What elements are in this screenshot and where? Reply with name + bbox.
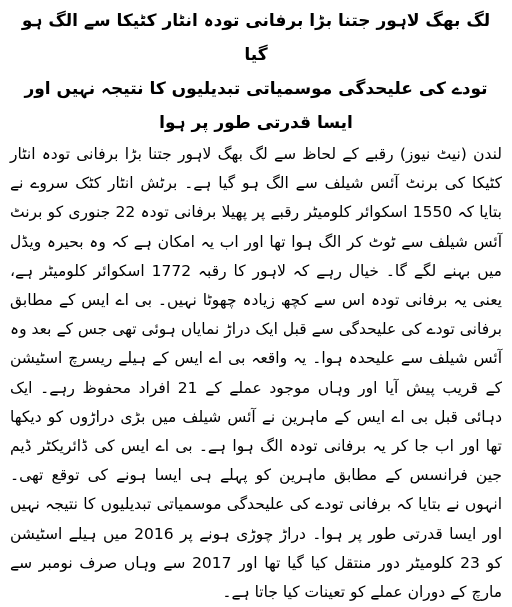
headline-secondary: تودے کی علیحدگی موسمیاتی تبدیلیوں کا نتیجہ نہیں اور ایسا قدرتی طور پر ہوا <box>24 79 488 133</box>
headline-primary: لگ بھگ لاہور جتنا بڑا برفانی تودہ انٹار کٹیکا سے الگ ہو گیا <box>21 11 491 65</box>
article-body: لندن (نیٹ نیوز) رقبے کے لحاظ سے لگ بھگ لاہور جتنا بڑا برفانی تودہ انٹار کٹیکا کی برنٹ آئس شیلف سے الگ ہو گیا ہے۔ برٹش انٹار کٹک سروے نے بتایا کہ 1550 اسکوائر کلومیٹر رقبے پر پھیلا برفانی تودہ 22 جنوری کو برنٹ آئس شیلف سے ٹوٹ کر الگ ہوا تھا اور اب یہ امکان ہے کہ وہ بحیرہ ویڈل میں بہنے لگے گا۔ خیال رہے کہ لاہور کا رقبہ 1772 اسکوائر کلومیٹر ہے، یعنی یہ برفانی تودہ اس سے کچھ زیادہ چھوٹا نہیں۔ بی اے ایس کے مطابق برفانی تودے کی علیحدگی سے قبل ایک دراڑ نمایاں ہوئی تھی جس کے بعد وہ آئس شیلف سے علیحدہ ہوا۔ یہ واقعہ بی اے ایس کے ہیلے ریسرچ اسٹیشن کے قریب پیش آیا اور وہاں موجود عملے کے 21 افراد محفوظ رہے۔ ایک دہائی قبل بی اے ایس کے ماہرین نے آئس شیلف میں بڑی دراڑوں کو دیکھا تھا اور اب جا کر یہ برفانی تودہ الگ ہوا ہے۔ بی اے ایس کی ڈائریکٹر ڈیم جین فرانسس کے مطابق ماہرین کو پہلے ہی ایسا ہونے کی توقع تھی۔ انہوں نے بتایا کہ برفانی تودے کی علیحدگی موسمیاتی تبدیلیوں کا نتیجہ نہیں اور ایسا قدرتی طور پر ہوا۔ دراڑ چوڑی ہونے پر 2016 میں ہیلے اسٹیشن کو 23 کلومیٹر دور منتقل کیا گیا تھا اور 2017 سے وہاں صرف نومبر سے مارچ کے دوران عملے کو تعینات کیا جاتا ہے۔ <box>10 145 503 602</box>
